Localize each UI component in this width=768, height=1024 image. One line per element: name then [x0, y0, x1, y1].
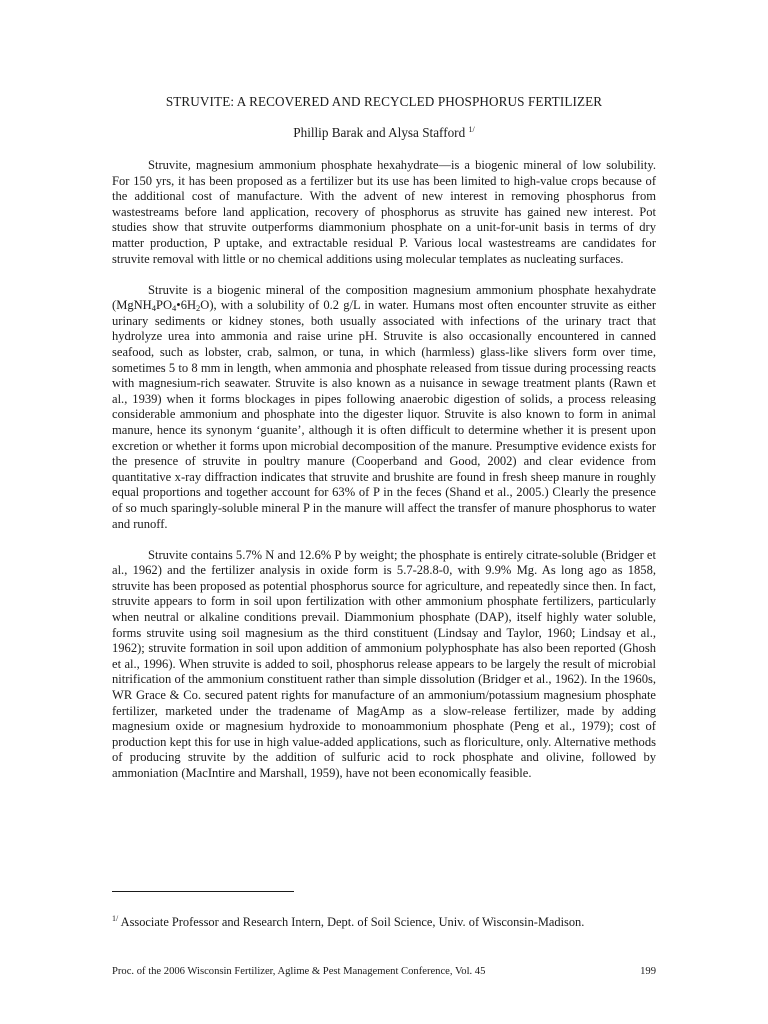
footnote-divider: [112, 891, 294, 892]
paragraph-2-lead: Struvite is a biogenic mineral of the composition magnesium ammonium phosphate hexahydrate (: [112, 282, 656, 313]
paragraph-3: Struvite contains 5.7% N and 12.6% P by weight; the phosphate is entirely citrate-soluble (Bridger et al., 1962) and the fertilizer analysis in oxide form is 5.7-28.8-0, with 9.9% Mg. As long ago as 1858, struvite has been proposed as potential phosphorus source for agriculture, and repeatedly since then. In fact, struvite appears to form in soil upon fertilization with other ammonium phosphate fertilizers, particularly when neutral or alkaline conditions prevail. Diammonium phosphate (DAP), itself highly water soluble, forms struvite using soil magnesium as the third constituent (Lindsay and Taylor, 1960; Lindsay et al., 1962); struvite formation in soil upon addition of ammonium polyphosphate has also been reported (Ghosh et al., 1996). When struvite is added to soil, phosphorus release appears to be largely the result of microbial nitrification of the ammonium constituent rather than simple dissolution (Bridger et al., 1962). In the 1960s, WR Grace & Co. secured patent rights for manufacture of an ammonium/potassium magnesium phosphate fertilizer, marketed under the tradename of MagAmp as a slow-release fertilizer, made by adding magnesium oxide or magnesium hydroxide to monoammonium phosphate (Peng et al., 1979); cost of production kept this for use in high value-added applications, such as floriculture, only. Alternative methods of producing struvite by the addition of sulfuric acid to rock phosphate and olivine, followed by ammoniation (MacIntire and Marshall, 1959), have not been economically feasible.: [112, 547, 656, 780]
page-footer: [112, 966, 656, 977]
paragraph-2: [112, 283, 656, 533]
footnote-mark: 1/: [112, 914, 119, 923]
footnote: [112, 911, 656, 930]
author-line: [112, 125, 656, 141]
formula-subscript: 2: [196, 303, 201, 314]
formula-subscript: 4: [151, 303, 156, 314]
formula-part: O: [200, 298, 210, 313]
paragraph-1: Struvite, magnesium ammonium phosphate hexahydrate—is a biogenic mineral of low solubility. For 150 yrs, it has been proposed as a fertilizer but its use has been limited to high-value crops because of the additional cost of manufacture. With the advent of new interest in removing phosphorus from wastestreams before land application, recovery of phosphorus as struvite has gained new interest. Pot studies show that struvite outperforms diammonium phosphate on a unit-for-unit basis in terms of dry matter production, P uptake, and extractable residual P. Various local wastestreams are candidates for struvite removal with little or no chemical additions using molecular templates as nucleating surfaces.: [112, 158, 656, 266]
formula-subscript: 4: [172, 303, 177, 314]
formula-part: MgNH: [116, 298, 152, 313]
paragraph-2-rest: ), with a solubility of 0.2 g/L in water. Humans most often encounter struvite as either urinary sediments or kidney stones, both usually associated with infections of the urinary tract that hydrolyze urea into ammonia and raise urine pH. Struvite is also occasionally encountered in canned seafood, such as lobster, crab, salmon, or tuna, in which (harmless) glass-like slivers form over time, sometimes 5 to 8 mm in length, when ammonia and phosphate released from tissue during processing reacts with magnesium-rich seawater. Struvite is also known as a nuisance in sewage treatment plants (Rawn et al., 1939) when it forms blockages in pipes following anaerobic digestion of solids, a process releasing considerable ammonium and phosphate into the digester liquor. Struvite is also known to form in animal manure, hence its synonym ‘guanite’, although it is often difficult to determine whether it is present upon excretion or whether it forms upon microbial decomposition of the manure. Presumptive evidence exists for the presence of struvite in poultry manure (Cooperband and Good, 2002) and clear evidence from quantitative x-ray diffraction indicates that struvite and brushite are found in fresh sheep manure in roughly equal proportions and together account for 63% of P in the feces (Shand et al., 2005.) Clearly the presence of so much sparingly-soluble mineral P in the manure will affect the transfer of manure phosphorus to water and runoff.: [112, 298, 656, 531]
paper-title: STRUVITE: A RECOVERED AND RECYCLED PHOSPHORUS FERTILIZER: [165, 94, 603, 109]
body-text: [112, 158, 656, 797]
page-number: 199: [640, 966, 656, 977]
proceedings-citation: Proc. of the 2006 Wisconsin Fertilizer, Aglime & Pest Management Conference, Vol. 45: [112, 966, 486, 977]
chemical-formula: [116, 298, 209, 312]
author-names: Phillip Barak and Alysa Stafford: [293, 125, 466, 140]
formula-part: •6H: [176, 298, 197, 313]
footnote-text: Associate Professor and Research Intern, Dept. of Soil Science, Univ. of Wisconsin-Madison.: [118, 915, 585, 929]
author-footnote-mark: 1/: [468, 125, 475, 134]
formula-part: PO: [156, 298, 173, 313]
